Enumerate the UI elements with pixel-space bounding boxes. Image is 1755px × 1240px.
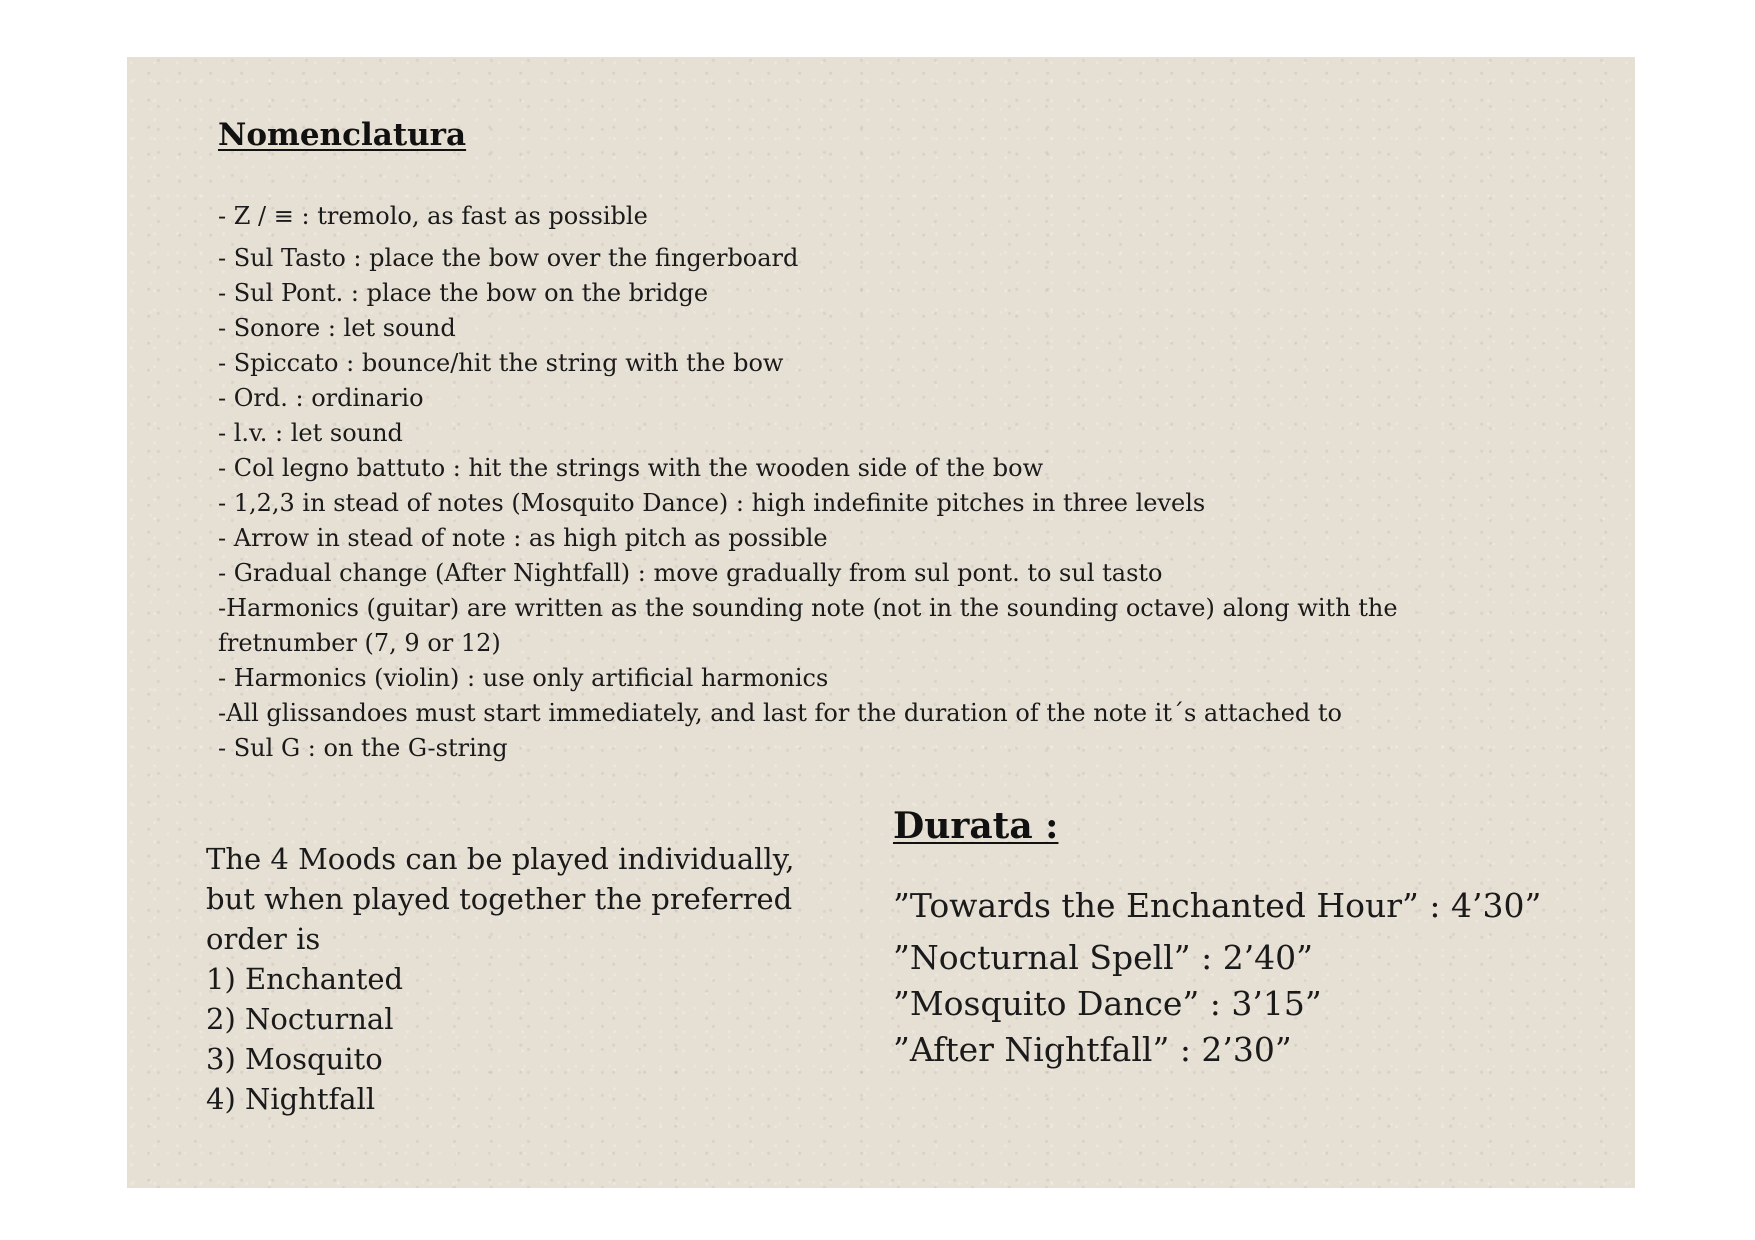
durata-list	[893, 883, 1613, 1073]
document-sheet	[127, 57, 1635, 1188]
list-item: - Z / ≡ : tremolo, as fast as possible	[218, 202, 648, 230]
list-item: 4) Nightfall	[206, 1082, 376, 1116]
list-item: - l.v. : let sound	[218, 419, 403, 447]
moods-intro-line: but when played together the preferred	[206, 882, 793, 916]
list-item: - Spiccato : bounce/hit the string with the bow	[218, 349, 784, 377]
list-item: ”After Nightfall” : 2’30”	[893, 1030, 1292, 1069]
list-item: - Arrow in stead of note : as high pitch as possible	[218, 524, 828, 552]
list-item: 3) Mosquito	[206, 1042, 383, 1076]
list-item: - Sul G : on the G-string	[218, 734, 508, 762]
list-item: ”Towards the Enchanted Hour” : 4’30”	[893, 886, 1542, 925]
list-item: -All glissandoes must start immediately, and last for the duration of the note it´s attached to	[218, 699, 1343, 727]
list-item: - Sul Pont. : place the bow on the bridge	[218, 279, 709, 307]
nomenclatura-heading: Nomenclatura	[218, 117, 467, 153]
list-item: -Harmonics (guitar) are written as the sounding note (not in the sounding octave) along with the	[218, 594, 1398, 622]
list-item: fretnumber (7, 9 or 12)	[218, 629, 501, 657]
list-item: 2) Nocturnal	[206, 1002, 394, 1036]
list-item: 1) Enchanted	[206, 962, 404, 996]
list-item: - Sul Tasto : place the bow over the fingerboard	[218, 244, 799, 272]
nomenclatura-list	[218, 199, 1518, 766]
list-item: ”Mosquito Dance” : 3’15”	[893, 984, 1322, 1023]
list-item: - Ord. : ordinario	[218, 384, 424, 412]
list-item: - Harmonics (violin) : use only artificial harmonics	[218, 664, 829, 692]
moods-intro-line: The 4 Moods can be played individually,	[206, 842, 795, 876]
moods-intro-line: order is	[206, 922, 321, 956]
list-item: - 1,2,3 in stead of notes (Mosquito Dance) : high indefinite pitches in three levels	[218, 489, 1206, 517]
durata-heading: Durata :	[893, 805, 1059, 847]
list-item: - Sonore : let sound	[218, 314, 456, 342]
list-item: ”Nocturnal Spell” : 2’40”	[893, 938, 1314, 977]
moods-order-list	[206, 959, 826, 1119]
list-item: - Col legno battuto : hit the strings with the wooden side of the bow	[218, 454, 1044, 482]
list-item: - Gradual change (After Nightfall) : move gradually from sul pont. to sul tasto	[218, 559, 1163, 587]
moods-order-note	[206, 839, 826, 1119]
